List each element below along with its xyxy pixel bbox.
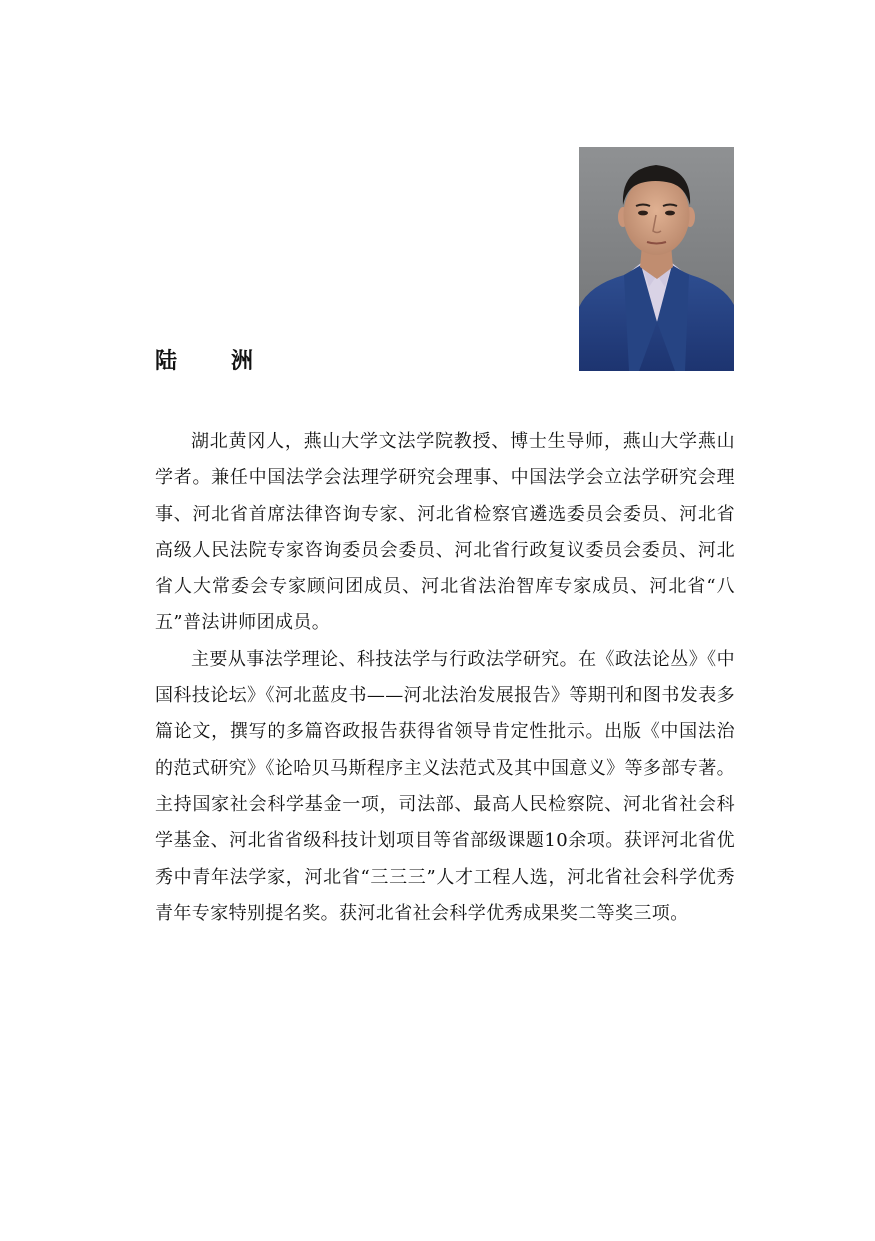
bio-paragraph: 主要从事法学理论、科技法学与行政法学研究。在《政法论丛》《中国科技论坛》《河北蓝皮书——河北法治发展报告》等期刊和图书发表多篇论文，撰写的多篇咨政报告获得省领导肯定性批示。出版《中国法治的范式研究》《论哈贝马斯程序主义法范式及其中国意义》等多部专著。主持国家社会科学基金一项，司法部、最高人民检察院、河北省社会科学基金、河北省省级科技计划项目等省部级课题10余项。获评河北省优秀中青年法学家，河北省“三三三”人才工程人选，河北省社会科学优秀青年专家特别提名奖。获河北省社会科学优秀成果奖二等奖三项。 bbox=[155, 648, 735, 924]
portrait-image bbox=[579, 147, 734, 371]
biography bbox=[155, 424, 735, 932]
person-name: 陆 洲 bbox=[155, 348, 270, 374]
bio-paragraph: 湖北黄冈人，燕山大学文法学院教授、博士生导师，燕山大学燕山学者。兼任中国法学会法理学研究会理事、中国法学会立法学研究会理事、河北省首席法律咨询专家、河北省检察官遴选委员会委员、河北省高级人民法院专家咨询委员会委员、河北省行政复议委员会委员、河北省人大常委会专家顾问团成员、河北省法治智库专家成员、河北省“八五”普法讲师团成员。 bbox=[155, 431, 735, 634]
portrait-photo bbox=[579, 147, 734, 371]
